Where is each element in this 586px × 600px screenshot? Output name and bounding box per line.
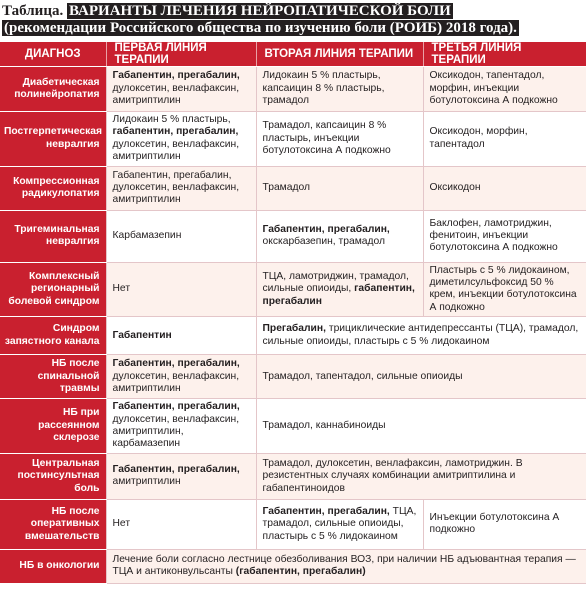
second-line-cell: Габапентин, прегабалин, ТЦА, трамадол, сильные опиоиды, пластырь с 5 % лидокаином <box>256 499 423 549</box>
diagnosis-cell: Синдром запястного канала <box>0 317 106 355</box>
third-line-cell: Оксикодон <box>423 166 586 210</box>
table-row <box>0 453 586 499</box>
header-first-line: ПЕРВАЯ ЛИНИЯ ТЕРАПИИ <box>106 42 256 67</box>
diagnosis-cell: Компрессионная радикулопатия <box>0 166 106 210</box>
caption-title: ВАРИАНТЫ ЛЕЧЕНИЯ НЕЙРОПАТИЧЕСКОЙ БОЛИ <box>68 3 451 19</box>
table-row <box>0 67 586 112</box>
first-line-cell: Лидокаин 5 % пластырь, габапентин, прегабалин, дулоксетин, венлафаксин, амитриптилин <box>106 112 256 167</box>
first-line-cell: Нет <box>106 499 256 549</box>
table-row <box>0 549 586 583</box>
diagnosis-cell: НБ после спинальной травмы <box>0 355 106 399</box>
treatment-table <box>0 42 586 584</box>
header-third-line: ТРЕТЬЯ ЛИНИЯ ТЕРАПИИ <box>423 42 586 67</box>
caption-subtitle: (рекомендации Российского общества по изучению боли (РОИБ) 2018 года). <box>4 20 517 36</box>
caption-lead: Таблица. <box>2 3 64 19</box>
first-line-cell: Габапентин, прегабалин, амитриптилин <box>106 453 256 499</box>
therapy-span-cell: Лечение боли согласно лестнице обезболивания ВОЗ, при наличии НБ адъювантная терапия — ТЦА и антиконвульсанты (габапентин, прегабалин) <box>106 549 586 583</box>
diagnosis-cell: Постгерпетическая невралгия <box>0 112 106 167</box>
table-row <box>0 112 586 167</box>
second-line-cell: Лидокаин 5 % пластырь, капсаицин 8 % пластырь, трамадол <box>256 67 423 112</box>
diagnosis-cell: Диабетическая полинейропатия <box>0 67 106 112</box>
diagnosis-cell: Центральная постинсультная боль <box>0 453 106 499</box>
second-line-cell: Трамадол, дулоксетин, венлафаксин, ламотриджин. В резистентных случаях комбинации амитриптилина и габапентиноидов <box>256 453 586 499</box>
second-line-cell: Трамадол, капсаицин 8 % пластырь, инъекции ботулотоксина А подкожно <box>256 112 423 167</box>
table-row <box>0 166 586 210</box>
third-line-cell: Пластырь с 5 % лидокаином, диметилсульфоксид 50 % крем, инъекции ботулотоксина А подкожно <box>423 262 586 317</box>
third-line-cell: Инъекции ботулотоксина А подкожно <box>423 499 586 549</box>
diagnosis-cell: Тригеминальная невралгия <box>0 210 106 262</box>
second-line-cell: Трамадол, тапентадол, сильные опиоиды <box>256 355 586 399</box>
table-row <box>0 499 586 549</box>
diagnosis-cell: НБ после оперативных вмешательств <box>0 499 106 549</box>
table-row <box>0 210 586 262</box>
table-row <box>0 355 586 399</box>
diagnosis-cell: Комплексный регионарный болевой синдром <box>0 262 106 317</box>
table-row <box>0 399 586 454</box>
first-line-cell: Габапентин, прегабалин, дулоксетин, венлафаксин, амитриптилин <box>106 67 256 112</box>
first-line-cell: Габапентин <box>106 317 256 355</box>
second-line-cell: Прегабалин, трициклические антидепрессанты (ТЦА), трамадол, сильные опиоиды, пластырь с 5 % лидокаином <box>256 317 586 355</box>
third-line-cell: Оксикодон, морфин, тапентадол <box>423 112 586 167</box>
table-row <box>0 317 586 355</box>
first-line-cell: Габапентин, прегабалин, дулоксетин, венлафаксин, амитриптилин <box>106 355 256 399</box>
first-line-cell: Габапентин, прегабалин, дулоксетин, венлафаксин, амитриптилин <box>106 166 256 210</box>
header-row <box>0 42 586 67</box>
second-line-cell: ТЦА, ламотриджин, трамадол, сильные опиоиды, габапентин, прегабалин <box>256 262 423 317</box>
first-line-cell: Нет <box>106 262 256 317</box>
second-line-cell: Трамадол, каннабиноиды <box>256 399 586 454</box>
header-diagnosis: ДИАГНОЗ <box>0 42 106 67</box>
third-line-cell: Баклофен, ламотриджин, фенитоин, инъекции ботулотоксина А подкожно <box>423 210 586 262</box>
header-second-line: ВТОРАЯ ЛИНИЯ ТЕРАПИИ <box>256 42 423 67</box>
first-line-cell: Карбамазепин <box>106 210 256 262</box>
first-line-cell: Габапентин, прегабалин, дулоксетин, венлафаксин, амитриптилин, карбамазепин <box>106 399 256 454</box>
third-line-cell: Оксикодон, тапентадол, морфин, инъекции ботулотоксина А подкожно <box>423 67 586 112</box>
table-caption <box>0 0 586 42</box>
diagnosis-cell: НБ в онкологии <box>0 549 106 583</box>
diagnosis-cell: НБ при рассеянном склерозе <box>0 399 106 454</box>
second-line-cell: Габапентин, прегабалин, окскарбазепин, трамадол <box>256 210 423 262</box>
second-line-cell: Трамадол <box>256 166 423 210</box>
table-row <box>0 262 586 317</box>
